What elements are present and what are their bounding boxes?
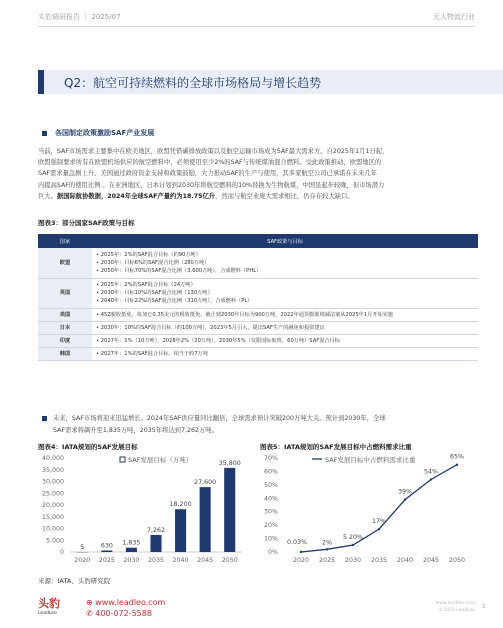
table-header-policy: SAF政策与目标 bbox=[92, 234, 478, 248]
policy-item-text: 2050年：目标70%的SAF混合比例（3,600万吨），合成燃料（PHL） bbox=[100, 267, 262, 274]
globe-icon: ⊕ bbox=[86, 598, 96, 607]
y-tick-label: 60% bbox=[264, 468, 278, 476]
table-cell-country: 日本 bbox=[38, 321, 92, 334]
bar-value-label: 630 bbox=[100, 542, 113, 550]
source-note: 来源：IATA、头豹研究院 bbox=[38, 577, 111, 585]
data-label: 39% bbox=[398, 488, 412, 496]
logo-brand: 头豹 bbox=[38, 597, 60, 610]
bar bbox=[150, 535, 161, 552]
bar-value-label: 35,800 bbox=[218, 459, 241, 467]
saf-target-bar-chart bbox=[30, 432, 250, 572]
section-heading bbox=[42, 128, 154, 138]
data-point bbox=[456, 464, 458, 466]
table-cell-policy bbox=[92, 278, 478, 308]
logo-sub: LeadLeo bbox=[38, 611, 57, 616]
y-tick-label: 15,000 bbox=[41, 513, 64, 521]
data-point bbox=[404, 498, 406, 500]
data-label: 0.03% bbox=[286, 538, 308, 546]
table-cell-country: 印度 bbox=[38, 334, 92, 347]
bullet-dot-icon: • bbox=[96, 259, 101, 266]
table-row bbox=[38, 334, 478, 347]
policy-item bbox=[96, 259, 474, 267]
bullet-dot-icon: • bbox=[96, 282, 101, 288]
paragraph-line: 内提高SAF的使用比例 。在亚洲地区，日本计划到2030年将航空燃料的10%替换为生物航煤，中国虽起步较晚，但市场潜力 bbox=[38, 181, 385, 189]
x-tick-label: 2045 bbox=[197, 557, 214, 564]
y-tick-label: 5,000 bbox=[45, 537, 64, 545]
table-row bbox=[38, 321, 478, 334]
y-tick-label: 0 bbox=[59, 549, 64, 556]
y-tick-label: 10,000 bbox=[41, 525, 64, 533]
table-cell-policy bbox=[92, 347, 478, 360]
data-label: 17% bbox=[372, 518, 386, 526]
header-divider bbox=[38, 26, 475, 27]
bar-value-label: 7,262 bbox=[146, 526, 166, 534]
table-cell-country: 韩国 bbox=[38, 347, 92, 360]
y-tick-label: 35,000 bbox=[41, 466, 64, 474]
leadleo-logo bbox=[38, 595, 74, 623]
policy-item-text: 2025年：2%的SAF混合目标（约90万吨） bbox=[100, 251, 201, 258]
section-heading-text: 各国制定政策激励SAF产业发展 bbox=[55, 129, 155, 137]
bullet-line bbox=[42, 413, 482, 425]
bullet-dot-icon: • bbox=[96, 350, 101, 357]
bar bbox=[175, 509, 186, 552]
x-tick-label: 2020 bbox=[74, 557, 91, 564]
policy-item bbox=[96, 297, 474, 305]
footer-url-text: www.leadleo.com bbox=[95, 598, 166, 607]
bullet-text: 未来，SAF市场将迎来迅猛增长。2024年SAF供应量同比翻倍，全球需求预计突破200万吨大关。预计到2030年，全球 bbox=[53, 415, 386, 422]
table-row bbox=[38, 308, 478, 321]
data-point bbox=[326, 548, 328, 550]
data-label: 2% bbox=[322, 539, 332, 547]
bullet-dot-icon: • bbox=[96, 251, 101, 258]
bar bbox=[101, 551, 112, 552]
saf-share-line-chart bbox=[256, 432, 478, 572]
y-tick-label: 50% bbox=[264, 481, 278, 489]
policy-item bbox=[96, 281, 474, 289]
y-tick-label: 40% bbox=[264, 495, 278, 503]
table-cell-policy bbox=[92, 334, 478, 347]
data-label: 65% bbox=[450, 453, 464, 461]
policy-item bbox=[96, 289, 474, 297]
data-point bbox=[352, 544, 354, 546]
policy-item-text: 2030年：目标10%的SAF混合比例（130万吨） bbox=[100, 290, 213, 296]
table-cell-country: 英国 bbox=[38, 278, 92, 308]
policy-item bbox=[96, 267, 474, 275]
policy-item-text: 2027年：1%的SAF混合目标，相当于约7万吨 bbox=[100, 350, 208, 357]
bar-value-label: 18,200 bbox=[169, 501, 192, 509]
paragraph-highlight: 据国际航协数据，2024年全球SAF产量约为18.75亿升 bbox=[56, 192, 216, 200]
bullet-square-icon bbox=[42, 416, 47, 421]
policy-item-text: 2030年：目标6%的SAF混合比例（280万吨） bbox=[100, 259, 210, 266]
table-cell-policy bbox=[92, 248, 478, 278]
footer-contact bbox=[86, 597, 165, 619]
x-tick-label: 2050 bbox=[448, 557, 466, 564]
page-footer bbox=[0, 590, 503, 628]
x-tick-label: 2030 bbox=[123, 557, 140, 564]
table-header-row bbox=[38, 234, 478, 248]
footer-right bbox=[436, 600, 475, 614]
x-tick-label: 2040 bbox=[172, 557, 189, 564]
policy-item bbox=[96, 350, 474, 358]
footer-phone-text: 400-072-5588 bbox=[95, 609, 152, 618]
paragraph-text: 巨大。 bbox=[38, 192, 57, 200]
policy-item bbox=[96, 251, 474, 259]
report-label: 头豹调研报告 ｜ 2025/07 bbox=[38, 13, 121, 21]
policy-item-text: 2040年：目标22%的SAF混合比例（310万吨），合成燃料（PL） bbox=[100, 298, 253, 304]
policy-item-text: 2025年：2%的SAF混合目标（24万吨） bbox=[100, 282, 196, 288]
table-cell-country: 美国 bbox=[38, 308, 92, 321]
y-tick-label: 25,000 bbox=[41, 490, 64, 498]
body-paragraph bbox=[38, 146, 478, 202]
policy-item-text: 45Z税收抵免，每加仑0.35美元的税收抵免，截止到2030年目标为900万吨，2022年通货膨胀削减法案从2025年1月开始实施 bbox=[100, 311, 394, 318]
x-tick-label: 2035 bbox=[147, 557, 165, 564]
data-label: 54% bbox=[424, 468, 438, 476]
policy-item bbox=[96, 311, 474, 319]
figure3-title: 图表3：部分国家SAF政策与目标 bbox=[38, 219, 135, 227]
figure5-title: 图表5：IATA规划的SAF发展目标中占燃料需求比重 bbox=[260, 443, 412, 451]
y-tick-label: 30,000 bbox=[41, 478, 64, 486]
y-tick-label: 70% bbox=[264, 455, 278, 462]
x-tick-label: 2045 bbox=[422, 557, 440, 564]
bullet-dot-icon: • bbox=[96, 311, 101, 318]
footer-copyright: ©2025 LeadLeo bbox=[438, 608, 475, 613]
paragraph-line: SAF需求量急剧上升。美国通过政府资金支持和政策鼓励，大力推动SAF的生产与使用，其多家航空公司已承诺在未来几年 bbox=[38, 170, 377, 178]
bullet-square-icon bbox=[42, 131, 47, 136]
y-tick-label: 20,000 bbox=[41, 502, 64, 509]
table-row bbox=[38, 347, 478, 360]
y-tick-label: 40,000 bbox=[41, 455, 64, 462]
x-tick-label: 2020 bbox=[292, 557, 310, 564]
bullet-dot-icon: • bbox=[96, 324, 101, 331]
bar bbox=[224, 468, 235, 552]
data-point bbox=[300, 551, 302, 553]
x-tick-label: 2035 bbox=[370, 557, 388, 564]
table-cell-policy bbox=[92, 321, 478, 334]
policy-item bbox=[96, 324, 474, 332]
paragraph-line: 当前，SAF市场需求主要集中在欧美地区，欧盟凭借碳排放政策以及航空运输市场成为SAF最大需求方。自2025年1月1日起， bbox=[38, 148, 389, 155]
bullet-line: SAF需求将飙升至1,835万吨，2035年将达到7,262万吨。 bbox=[53, 426, 218, 434]
bar bbox=[200, 487, 211, 552]
policy-item-text: 2030年：10%的SAF混合目标（约100万吨），2023年5月引入，提出SAF生产的融免和投资建议 bbox=[100, 324, 325, 331]
legend-label: SAF发展目标（万吨） bbox=[128, 456, 193, 464]
y-tick-label: 10% bbox=[264, 535, 278, 543]
y-tick-label: 30% bbox=[264, 508, 278, 516]
industry-label: 无人物流行业 bbox=[433, 13, 475, 21]
legend-label: SAF发展目标中占燃料需求比重 bbox=[325, 456, 416, 464]
page-title: Q2：航空可持续燃料的全球市场格局与增长趋势 bbox=[64, 76, 322, 90]
table-cell-country: 欧盟 bbox=[38, 248, 92, 278]
table-cell-policy bbox=[92, 308, 478, 321]
y-tick-label: 20% bbox=[264, 522, 278, 530]
legend-swatch bbox=[120, 457, 125, 462]
x-tick-label: 2050 bbox=[221, 557, 238, 564]
data-point bbox=[378, 528, 380, 530]
x-tick-label: 2025 bbox=[98, 557, 115, 564]
table-row bbox=[38, 278, 478, 308]
table-header-country: 国家 bbox=[38, 234, 92, 248]
bar-value-label: 5 bbox=[80, 543, 85, 551]
bar-value-label: 1,835 bbox=[122, 539, 141, 547]
x-tick-label: 2025 bbox=[318, 557, 336, 564]
bullet-dot-icon: • bbox=[96, 298, 101, 304]
footer-url[interactable] bbox=[86, 597, 165, 608]
paragraph-line: 欧盟强制要求所有在欧盟机场供应的航空燃料中，必须使用至少2%的SAF与传统煤油混合燃料。受此政策推动，欧盟地区的 bbox=[38, 159, 382, 167]
bullet-dot-icon: • bbox=[96, 337, 101, 344]
footer-right-url: www.leadleo.com bbox=[435, 601, 475, 606]
bullet-dot-icon: • bbox=[96, 290, 101, 296]
table-row bbox=[38, 248, 478, 278]
y-tick-label: 0% bbox=[268, 549, 278, 556]
bullet-dot-icon: • bbox=[96, 267, 101, 274]
page-header bbox=[0, 0, 503, 32]
paragraph-line bbox=[38, 191, 478, 202]
bar-value-label: 27,600 bbox=[194, 479, 217, 487]
paragraph-text: ，然而与航空业庞大需求相比，仍存在较大缺口。 bbox=[215, 192, 354, 200]
bar bbox=[126, 548, 137, 552]
figure4-title: 图表4：IATA规划的SAF发展目标 bbox=[38, 443, 138, 451]
policy-item-text: 2027年：1%（10万吨），2028年2%（20万吨），2030年5%（仅限国际航班，60万吨）SAF混合目标 bbox=[100, 337, 340, 344]
policy-table bbox=[38, 234, 478, 361]
x-tick-label: 2030 bbox=[344, 557, 362, 564]
page-number: 3 bbox=[481, 604, 485, 610]
data-label: 5.20% bbox=[342, 534, 364, 542]
x-tick-label: 2040 bbox=[396, 557, 414, 564]
footer-phone bbox=[86, 608, 165, 619]
data-point bbox=[430, 478, 432, 480]
policy-item bbox=[96, 337, 474, 345]
phone-icon: ✆ bbox=[86, 609, 96, 618]
